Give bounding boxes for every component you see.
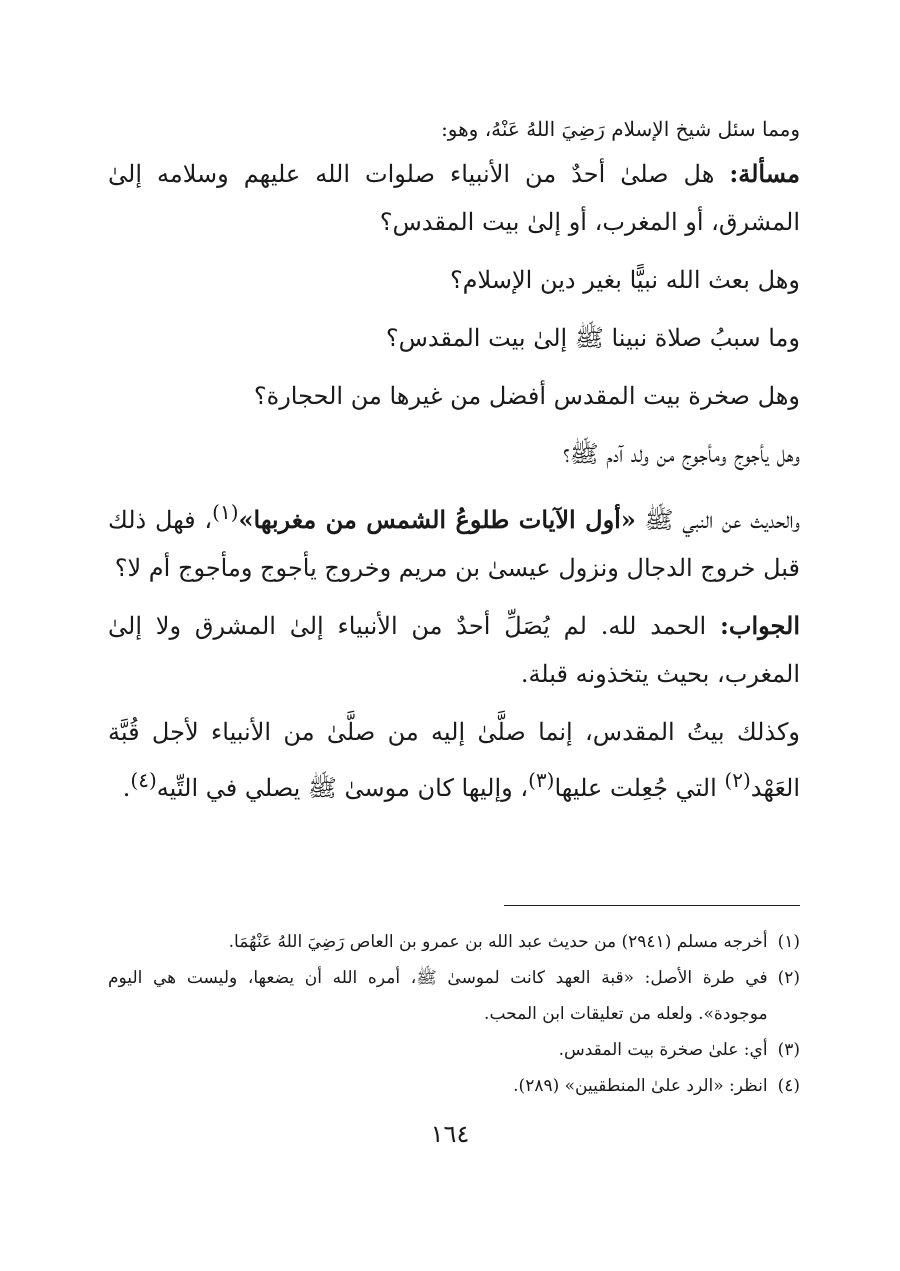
hadith-before: والحديث عن النبي ﷺ — [644, 506, 800, 534]
footnote-ref-4[interactable]: (٤) — [130, 768, 157, 792]
closing-paragraph — [108, 708, 800, 812]
answer-text: الحمد لله. لم يُصَلِّ أحدٌ من الأنبياء إلىٰ المشرق ولا إلىٰ المغرب، بحيث يتخذونه قبلة. — [108, 612, 800, 688]
footnote-text: انظر: «الرد علىٰ المنطقيين» (٢٨٩). — [513, 1076, 768, 1096]
footnote-2 — [108, 960, 800, 1032]
footnotes — [108, 924, 800, 1104]
question-line-3: وهل صخرة بيت المقدس أفضل من غيرها من الحجارة؟ — [253, 382, 800, 410]
footnote-text: أخرجه مسلم (٢٩٤١) من حديث عبد الله بن عمرو بن العاص رَضِيَ اللهُ عَنْهُمَا. — [228, 932, 768, 952]
hadith-after: ، فهل ذلك قبل خروج الدجال ونزول عيسىٰ بن مريم وخروج يأجوج ومأجوج أم لا؟ — [108, 506, 800, 582]
footnote-1 — [108, 924, 800, 960]
footnote-number: (١) — [777, 932, 800, 952]
footnote-text: في طرة الأصل: «قبة العهد كانت لموسىٰ ﷺ، أمره الله أن يضعها، وليست هي اليوم موجودة». ولعله من تعليقات ابن المحب. — [108, 968, 768, 1024]
hadith-paragraph — [108, 488, 800, 592]
closing-part-3: ، وإليها كان موسىٰ ﷺ يصلي في التِّيه — [156, 774, 529, 802]
intro-line: ومما سئل شيخ الإسلام رَضِيَ اللهُ عَنْهُ، وهو: — [441, 117, 800, 141]
question-text: هل صلىٰ أحدٌ من الأنبياء صلوات الله عليهم وسلامه إلىٰ المشرق، أو المغرب، أو إلىٰ بيت المقدس؟ — [108, 160, 800, 236]
question-line-2: وما سببُ صلاة نبينا ﷺ إلىٰ بيت المقدس؟ — [385, 324, 800, 352]
footnote-number: (٢) — [777, 968, 800, 988]
footnote-divider — [504, 905, 800, 906]
footnote-4 — [108, 1068, 800, 1104]
closing-part-1: وكذلك بيتُ المقدس، إنما صلَّىٰ إليه من صلَّىٰ من الأنبياء لأجل قُبَّة العَهْد — [108, 718, 800, 802]
page-number: ١٦٤ — [430, 1120, 470, 1148]
closing-part-2: التي جُعِلت عليها — [554, 774, 725, 802]
footnote-ref-1[interactable]: (١) — [212, 500, 239, 524]
footnote-ref-2[interactable]: (٢) — [724, 768, 751, 792]
footnote-number: (٣) — [777, 1040, 800, 1060]
closing-part-4: . — [122, 774, 131, 802]
footnote-3 — [108, 1032, 800, 1068]
footnote-number: (٤) — [777, 1076, 800, 1096]
hadith-quote: «أول الآيات طلوعُ الشمس من مغربها» — [238, 505, 636, 534]
question-line-4: وهل يأجوج ومأجوج من ولد آدم ﷺ؟ — [563, 440, 800, 468]
main-text — [108, 112, 800, 822]
answer-label: الجواب: — [720, 611, 800, 640]
question-label: مسألة: — [729, 159, 800, 188]
question-paragraph — [108, 150, 800, 246]
footnote-ref-3[interactable]: (٣) — [528, 768, 555, 792]
answer-paragraph — [108, 602, 800, 698]
footnote-text: أي: علىٰ صخرة بيت المقدس. — [558, 1040, 768, 1060]
question-line-1: وهل بعث الله نبيًّا بغير دين الإسلام؟ — [449, 266, 800, 294]
